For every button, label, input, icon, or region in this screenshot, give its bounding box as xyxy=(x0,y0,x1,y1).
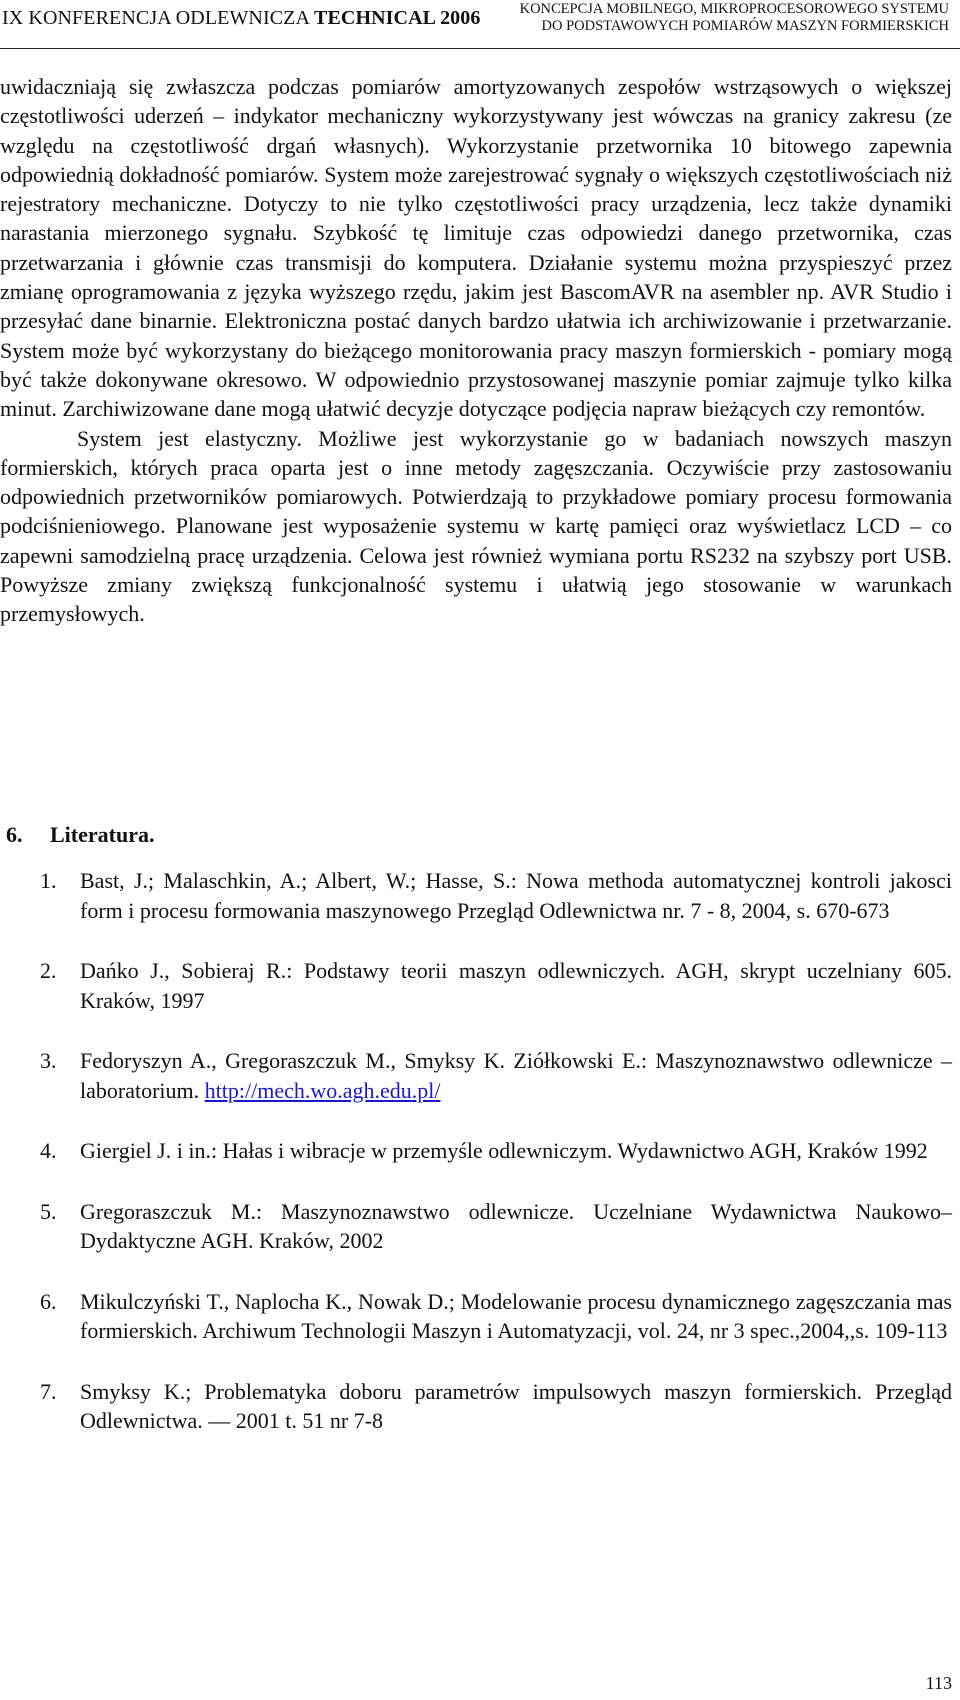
reference-text: Bast, J.; Malaschkin, A.; Albert, W.; Hasse, S.: Nowa methoda automatycznej kontroli jakosci form i procesu formowania maszynowego Przegląd Odlewnictwa nr. 7 - 8, 2004, s. 670-673 xyxy=(80,868,952,923)
reference-item xyxy=(40,1287,952,1346)
paper-title-line-1: KONCEPCJA MOBILNEGO, MIKROPROCESOROWEGO SYSTEMU xyxy=(519,1,949,17)
reference-number: 4. xyxy=(40,1138,57,1163)
section-heading xyxy=(6,822,154,848)
body-text xyxy=(0,72,952,629)
running-header xyxy=(0,0,960,49)
reference-number: 1. xyxy=(40,868,57,893)
reference-item xyxy=(40,1136,952,1166)
section-number: 6. xyxy=(6,822,23,847)
reference-number: 2. xyxy=(40,958,57,983)
section-title: Literatura. xyxy=(50,822,155,847)
paragraph: System jest elastyczny. Możliwe jest wykorzystanie go w badaniach nowszych maszyn formierskich, których praca oparta jest o inne metody zagęszczania. Oczywiście przy zastosowaniu odpowiednich przetworników pomiarowych. Potwierdzają to przykładowe pomiary procesu formowania podciśnieniowego. Planowane jest wyposażenie systemu w kartę pamięci oraz wyświetlacz LCD – co zapewni samodzielną pracę urządzenia. Celowa jest również wymiana portu RS232 na szybszy port USB. Powyższe zmiany zwiększą funkcjonalność systemu i ułatwią jego stosowanie w warunkach przemysłowych. xyxy=(0,425,952,627)
reference-list xyxy=(40,866,952,1467)
conference-title xyxy=(2,7,480,30)
reference-number: 5. xyxy=(40,1198,57,1224)
reference-text: Mikulczyński T., Naplocha K., Nowak D.; Modelowanie procesu dynamicznego zagęszczania mas formierskich. Archiwum Technologii Maszyn i Automatyzacji, vol. 24, nr 3 spec.,2004,,s. 109-113 xyxy=(80,1288,952,1343)
reference-item xyxy=(40,1197,952,1256)
reference-text: Smyksy K.; Problematyka doboru parametrów impulsowych maszyn formierskich. Przegląd Odlewnictwa. — 2001 t. 51 nr 7-8 xyxy=(80,1378,952,1433)
paper-title-header xyxy=(520,1,949,35)
paragraph: uwidaczniają się zwłaszcza podczas pomiarów amortyzowanych zespołów wstrząsowych o większej częstotliwości uderzeń – indykator mechaniczny wykorzystywany jest wówczas na granicy zakresu (ze względu na częstotliwość drgań własnych). Wykorzystanie przetwornika 10 bitowego zapewnia odpowiednią dokładność pomiarów. System może zarejestrować sygnały o większych częstotliwościach niż rejestratory mechaniczne. Dotyczy to nie tylko częstotliwości pracy urządzenia, lecz także dynamiki narastania mierzonego sygnału. Szybkość tę limituje czas odpowiedzi danego przetwornika, czas przetwarzania i głównie czas transmisji do komputera. Działanie systemu można przyspieszyć przez zmianę oprogramowania z języka wyższego rzędu, jakim jest BascomAVR na asembler np. AVR Studio i przesyłać dane binarnie. Elektroniczna postać danych bardzo ułatwia ich archiwizowanie i przetwarzanie. System może być wykorzystany do bieżącego monitorowania pracy maszyn formierskich - pomiary mogą być także dokonywane okresowo. W odpowiednio przystosowanej maszynie pomiar zajmuje tylko kilka minut. Zarchiwizowane dane mogą ułatwić decyzje dotyczące podjęcia napraw bieżących czy remontów. xyxy=(0,74,952,422)
reference-item xyxy=(40,956,952,1015)
page-number: 113 xyxy=(925,1673,952,1693)
conference-name: IX KONFERENCJA ODLEWNICZA xyxy=(2,7,315,29)
reference-number: 6. xyxy=(40,1288,57,1314)
conference-event: TECHNICAL 2006 xyxy=(314,7,481,29)
reference-text: Dańko J., Sobieraj R.: Podstawy teorii maszyn odlewniczych. AGH, skrypt uczelniany 605. Kraków, 1997 xyxy=(80,958,952,1013)
reference-number: 7. xyxy=(40,1378,57,1404)
reference-text: Giergiel J. i in.: Hałas i wibracje w przemyśle odlewniczym. Wydawnictwo AGH, Kraków 1992 xyxy=(80,1138,928,1163)
reference-text: Fedoryszyn A., Gregoraszczuk M., Smyksy K. Ziółkowski E.: Maszynoznawstwo odlewnicze – laboratorium. xyxy=(80,1048,952,1103)
reference-item xyxy=(40,866,952,925)
paper-title-line-2: DO PODSTAWOWYCH POMIARÓW MASZYN FORMIERSKICH xyxy=(541,18,949,34)
reference-text: Gregoraszczuk M.: Maszynoznawstwo odlewnicze. Uczelniane Wydawnictwa Naukowo–Dydaktyczne AGH. Kraków, 2002 xyxy=(80,1198,952,1253)
reference-item xyxy=(40,1046,952,1105)
reference-number: 3. xyxy=(40,1048,57,1073)
reference-link[interactable]: http://mech.wo.agh.edu.pl/ xyxy=(204,1077,441,1103)
reference-item xyxy=(40,1377,952,1436)
